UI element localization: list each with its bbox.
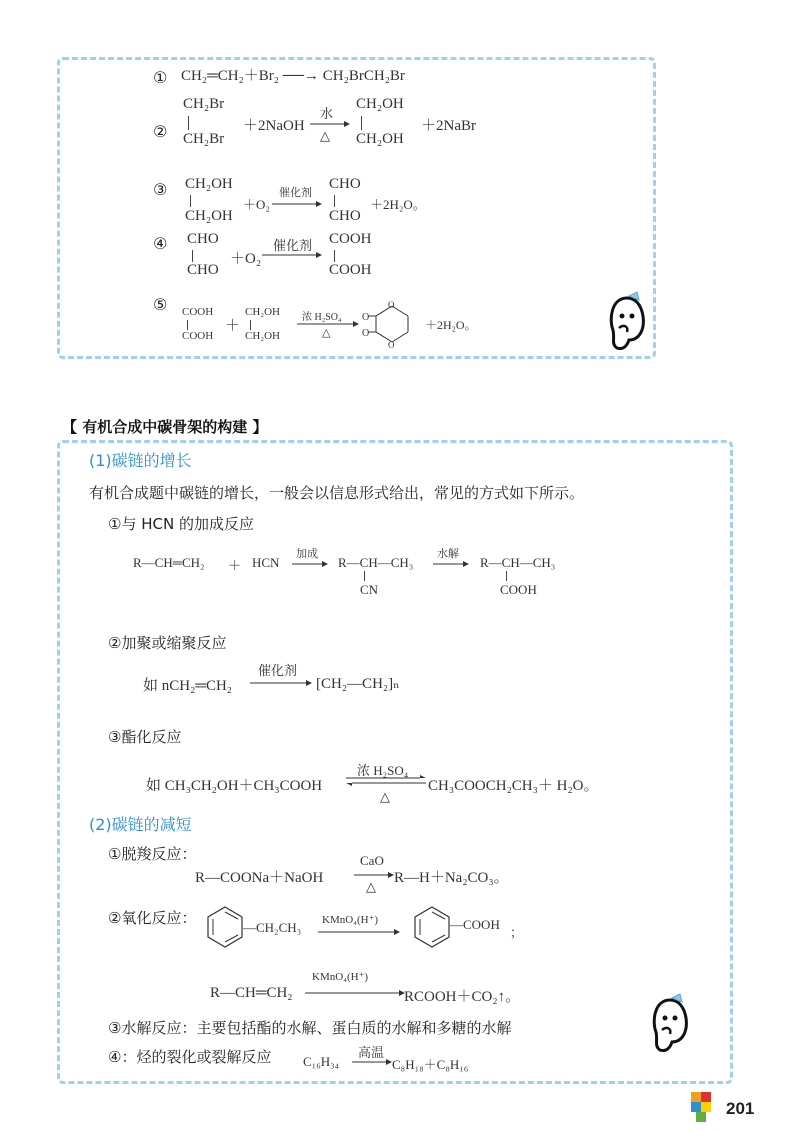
svg-text:O: O (362, 312, 370, 323)
r5-plus: ＋ (225, 318, 241, 334)
sub1-intro: 有机合成题中碳链的增长，一般会以信息形式给出，常见的方式如下所示。 (89, 484, 585, 502)
eq1-cond2: 水解 (437, 548, 459, 560)
r2-arrow (310, 120, 350, 128)
r2-right-top: CH₂OH (356, 96, 404, 112)
r2-bond (188, 116, 189, 130)
r4-cond: 催化剂 (273, 238, 313, 253)
eq2-right: [CH₂—CH₂]ₙ (316, 676, 400, 692)
sub2-eq3-cond: KMnO₄(H⁺) (312, 971, 369, 983)
r4-right-top: COOH (329, 231, 372, 247)
benzene-ring-icon (205, 905, 245, 949)
r5-cond-bot: △ (322, 327, 331, 339)
eq1-arrow2 (433, 560, 469, 568)
benzene-ring-product-icon (412, 905, 452, 949)
r2-cond-bot: △ (320, 128, 330, 143)
sub2-eq2-cond: KMnO₄(H⁺) (322, 914, 379, 926)
r5-bond (187, 320, 188, 330)
thinking-character-icon (605, 290, 649, 352)
r3-left-top: CH₂OH (185, 176, 233, 192)
sub2-eq2-prod: —COOH (450, 917, 500, 932)
r4-right-bot: COOH (329, 262, 372, 278)
sub2-eq1-arrow (354, 871, 394, 879)
svg-text:O: O (362, 328, 370, 339)
r2-cond-top: 水 (320, 106, 334, 121)
sub2-eq1-right: R—H＋Na₂CO₃。 (394, 870, 509, 886)
eq2-cond: 催化剂 (258, 663, 298, 678)
eq2-left: 如 nCH₂═CH₂ (143, 678, 233, 694)
r4-left-top: CHO (187, 231, 219, 247)
eq1-mid-sub: CN (360, 582, 379, 597)
r3-cond: 催化剂 (279, 187, 312, 199)
sub1-item1: ①与 HCN 的加成反应 (108, 515, 254, 533)
cyclic-ester-structure (362, 296, 420, 354)
r1-number: ① (153, 68, 168, 87)
sub2-item4: ④：烃的裂化或裂解反应 (108, 1048, 272, 1066)
sub2-title: (2)碳链的减短 (89, 815, 192, 834)
eq1-mid-bond (364, 571, 365, 581)
sub2-item1: ①脱羧反应： (108, 845, 197, 863)
svg-text:O: O (388, 300, 395, 310)
sub2-eq4-arrow (352, 1058, 392, 1066)
r4-bond (192, 250, 193, 262)
r5-cond-top: 浓 H₂SO₄ (302, 312, 342, 323)
r4-right-bond (334, 250, 335, 262)
sub2-eq2-arrow (318, 928, 400, 936)
r2-right-bond (361, 116, 362, 130)
r5-left-bot: COOH (182, 330, 214, 342)
sub2-eq3-left: R—CH═CH₂ (210, 985, 293, 1001)
r3-bond (190, 195, 191, 207)
thinking-character-icon-2 (648, 992, 692, 1054)
eq1-right: R—CH—CH₃ (480, 555, 556, 570)
eq3-equilibrium-arrow (346, 775, 426, 787)
r1-equation: CH₂═CH₂＋Br₂ ──→ CH₂BrCH₂Br (181, 68, 405, 84)
r3-number: ③ (153, 180, 168, 199)
svg-text:O: O (388, 340, 395, 350)
r3-product: ＋2H₂O。 (370, 197, 426, 212)
eq3-left: 如 CH₃CH₂OH＋CH₃COOH (146, 778, 323, 794)
r2-left-bot: CH₂Br (183, 131, 225, 147)
eq2-arrow (250, 679, 312, 687)
sub2-eq1-cond-top: CaO (360, 853, 384, 868)
sub1-item2: ②加聚或缩聚反应 (108, 634, 227, 652)
eq3-right: CH₃COOCH₂CH₃＋ H₂O。 (428, 778, 599, 794)
r2-left-top: CH₂Br (183, 96, 225, 112)
sub2-eq1-left: R—COONa＋NaOH (195, 870, 324, 886)
eq3-cond-bot: △ (380, 789, 390, 804)
sub2-item2: ②氧化反应： (108, 909, 197, 927)
publisher-logo-icon (689, 1090, 717, 1124)
r3-right-top: CHO (329, 176, 361, 192)
eq1-left: R—CH═CH₂ (133, 555, 205, 570)
r5-mid-bond (250, 320, 251, 330)
sub2-item3: ③水解反应：主要包括酯的水解、蛋白质的水解和多糖的水解 (108, 1019, 512, 1037)
r3-right-bond (334, 195, 335, 207)
sub2-eq2-end: ； (510, 925, 524, 940)
r5-mid-bot: CH₂OH (245, 330, 281, 342)
sub2-eq3-arrow (305, 989, 405, 997)
sub1-title: (1)碳链的增长 (89, 451, 192, 470)
r4-number: ④ (153, 234, 168, 253)
eq3-cond-top: 浓 H₂SO₄ (357, 763, 409, 778)
eq1-right-sub: COOH (500, 582, 537, 597)
r5-number: ⑤ (153, 295, 168, 314)
eq1-right-bond (506, 571, 507, 581)
page-number: 201 (726, 1099, 755, 1118)
r3-arrow (272, 200, 322, 208)
r2-number: ② (153, 122, 168, 141)
sub2-eq4-left: C₁₆H₃₄ (303, 1054, 340, 1069)
r2-product: ＋2NaBr (421, 118, 476, 134)
eq1-mid: R—CH—CH₃ (338, 555, 414, 570)
r4-reagent: ＋O₂ (230, 251, 262, 267)
r3-right-bot: CHO (329, 208, 361, 224)
r2-right-bot: CH₂OH (356, 131, 404, 147)
sub2-eq1-cond-bot: △ (366, 879, 376, 894)
r4-arrow (262, 251, 322, 259)
r2-reagent: ＋2NaOH (243, 118, 305, 134)
r5-left-top: COOH (182, 306, 214, 318)
r3-left-bot: CH₂OH (185, 208, 233, 224)
section-heading: 【 有机合成中碳骨架的构建 】 (62, 418, 268, 436)
sub2-eq4-cond: 高温 (358, 1045, 385, 1060)
r5-product: ＋2H₂O。 (425, 318, 477, 332)
r4-left-bot: CHO (187, 262, 219, 278)
sub2-eq2-sub: —CH₂CH₃ (243, 920, 302, 935)
eq1-arrow1 (292, 560, 328, 568)
r5-mid-top: CH₂OH (245, 306, 281, 318)
eq1-cond1: 加成 (296, 548, 318, 560)
eq1-plus: ＋ (228, 558, 242, 573)
r3-reagent: ＋O₂ (243, 197, 270, 212)
sub1-item3: ③酯化反应 (108, 728, 182, 746)
sub2-eq3-right: RCOOH＋CO₂↑。 (404, 989, 521, 1005)
eq1-hcn: HCN (252, 555, 280, 570)
sub2-eq4-right: C₈H₁₈＋C₈H₁₆ (392, 1057, 469, 1072)
